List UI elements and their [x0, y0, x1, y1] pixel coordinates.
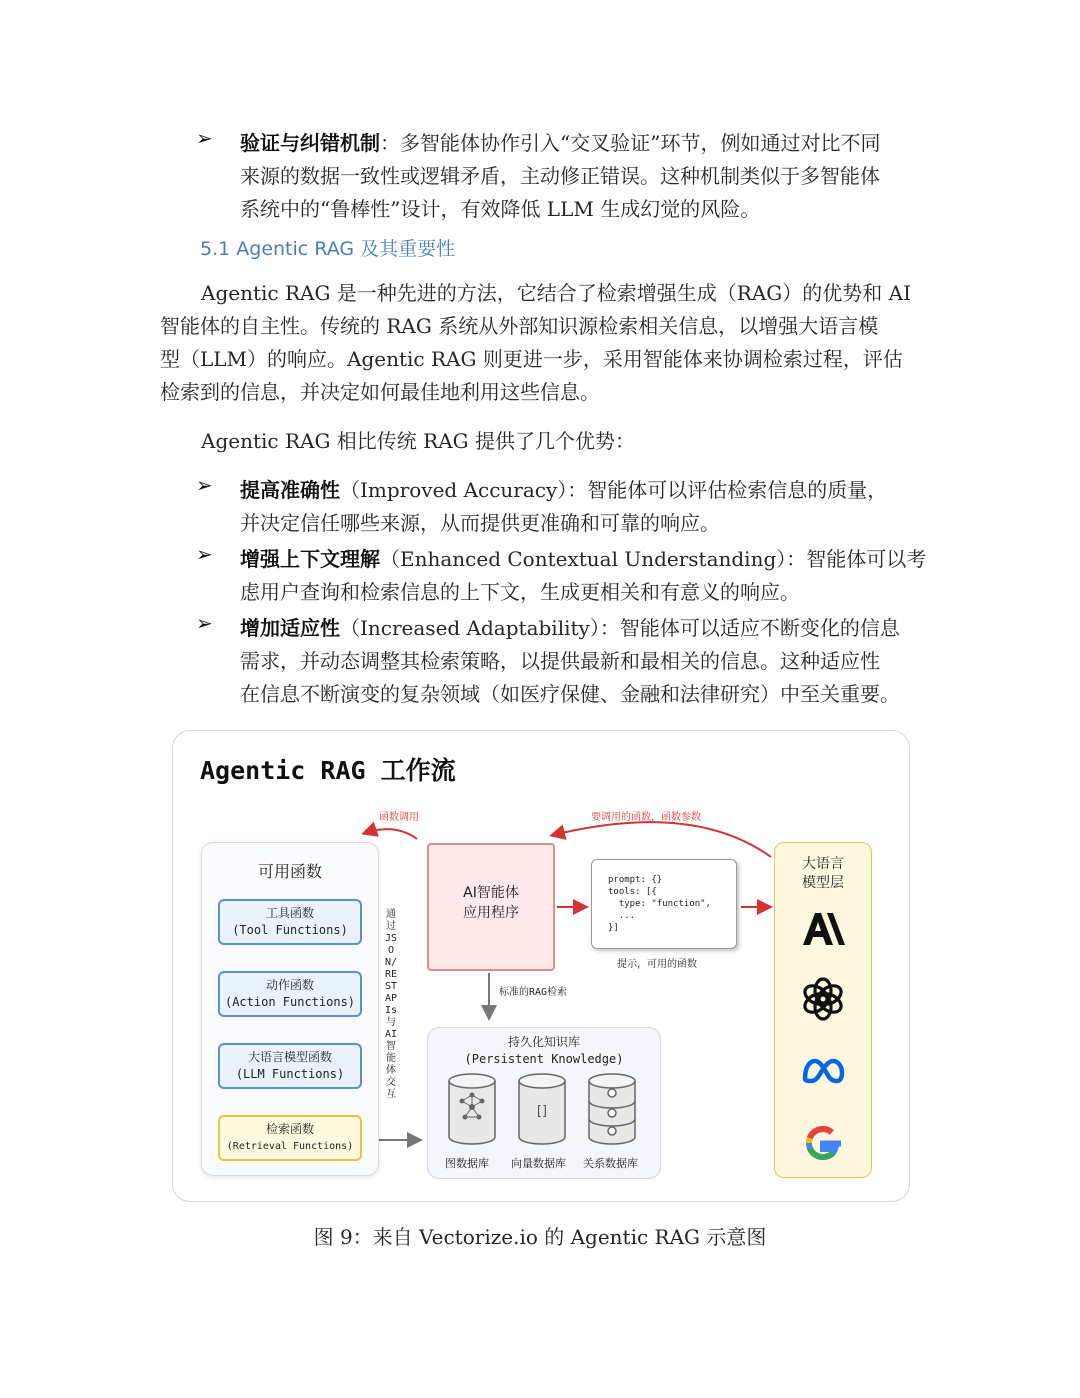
persistent-knowledge-box: 持久化知识库 (Persistent Knowledge) — [427, 1027, 661, 1179]
paragraph-line: 型（LLM）的响应。Agentic RAG 则更进一步，采用智能体来协调检索过程，评估 — [160, 347, 903, 371]
prompt-code-box: prompt: {} tools: [{ type: "function", ... }] — [591, 859, 737, 949]
llm-layer-panel: 大语言 模型层 — [774, 842, 872, 1178]
agentic-rag-diagram — [172, 730, 910, 1202]
paragraph-line: 检索到的信息，并决定如何最佳地利用这些信息。 — [160, 380, 600, 404]
llm-functions-box: 大语言模型函数 (LLM Functions) — [218, 1043, 362, 1089]
bullet-line-2: 来源的数据一致性或逻辑矛盾，主动修正错误。这种机制类似于多智能体 — [240, 164, 880, 188]
tool-functions-box: 工具函数 (Tool Functions) — [218, 899, 362, 945]
anthropic-logo-icon — [799, 905, 847, 953]
section-heading: 5.1 Agentic RAG 及其重要性 — [200, 238, 456, 260]
graph-database-icon — [447, 1073, 497, 1145]
label-functions-params: 要调用的函数，函数参数 — [591, 812, 701, 823]
bullet-bold-term: 验证与纠错机制 — [240, 131, 380, 155]
vector-database-icon — [517, 1073, 567, 1145]
api-interaction-label: 通过JSON/REST APIs与AI智能体交互 — [384, 909, 398, 1100]
openai-logo-icon — [799, 975, 847, 1023]
bullet-bold-term: 增强上下文理解 — [240, 547, 380, 571]
label-standard-rag: 标准的RAG检索 — [499, 987, 568, 998]
label-prompt-functions: 提示，可用的函数 — [617, 959, 697, 970]
bullet-line-3: 系统中的“鲁棒性”设计，有效降低 LLM 生成幻觉的风险。 — [240, 197, 761, 221]
retrieval-functions-box: 检索函数 (Retrieval Functions) — [218, 1115, 362, 1161]
arrow-bullet-icon: ➢ — [196, 611, 213, 635]
bullet-bold-term: 提高准确性 — [240, 478, 340, 502]
ai-agent-app-box: AI智能体 应用程序 — [427, 843, 555, 971]
arrow-bullet-icon: ➢ — [196, 126, 213, 150]
meta-logo-icon — [799, 1047, 847, 1095]
arrow-bullet-icon: ➢ — [196, 542, 213, 566]
arrow-bullet-icon: ➢ — [196, 473, 213, 497]
relational-database-icon — [587, 1073, 637, 1145]
vector-symbol: [] — [536, 1104, 548, 1119]
panel-title: 可用函数 — [257, 862, 322, 881]
vector-db-label: 向量数据库 — [511, 1157, 566, 1170]
relational-db-label: 关系数据库 — [583, 1157, 638, 1170]
paragraph-line: Agentic RAG 是一种先进的方法，它结合了检索增强生成（RAG）的优势和 AI — [201, 281, 911, 305]
figure-caption: 图 9：来自 Vectorize.io 的 Agentic RAG 示意图 — [313, 1225, 767, 1249]
label-function-call: 函数调用 — [379, 812, 419, 823]
arrow-llm-to-agent — [553, 822, 771, 857]
action-functions-box: 动作函数 (Action Functions) — [218, 971, 362, 1017]
diagram-title: Agentic RAG 工作流 — [200, 756, 456, 785]
bullet-line-1: 验证与纠错机制：多智能体协作引入“交叉验证”环节，例如通过对比不同 — [240, 131, 881, 155]
arrow-function-call — [365, 829, 417, 839]
paragraph-line: 智能体的自主性。传统的 RAG 系统从外部知识源检索相关信息，以增强大语言模 — [160, 314, 879, 338]
bullet-bold-term: 增加适应性 — [240, 616, 340, 640]
available-functions-panel — [201, 842, 379, 1176]
graph-db-label: 图数据库 — [445, 1157, 489, 1170]
advantages-intro: Agentic RAG 相比传统 RAG 提供了几个优势： — [201, 429, 635, 453]
google-logo-icon — [799, 1119, 847, 1167]
